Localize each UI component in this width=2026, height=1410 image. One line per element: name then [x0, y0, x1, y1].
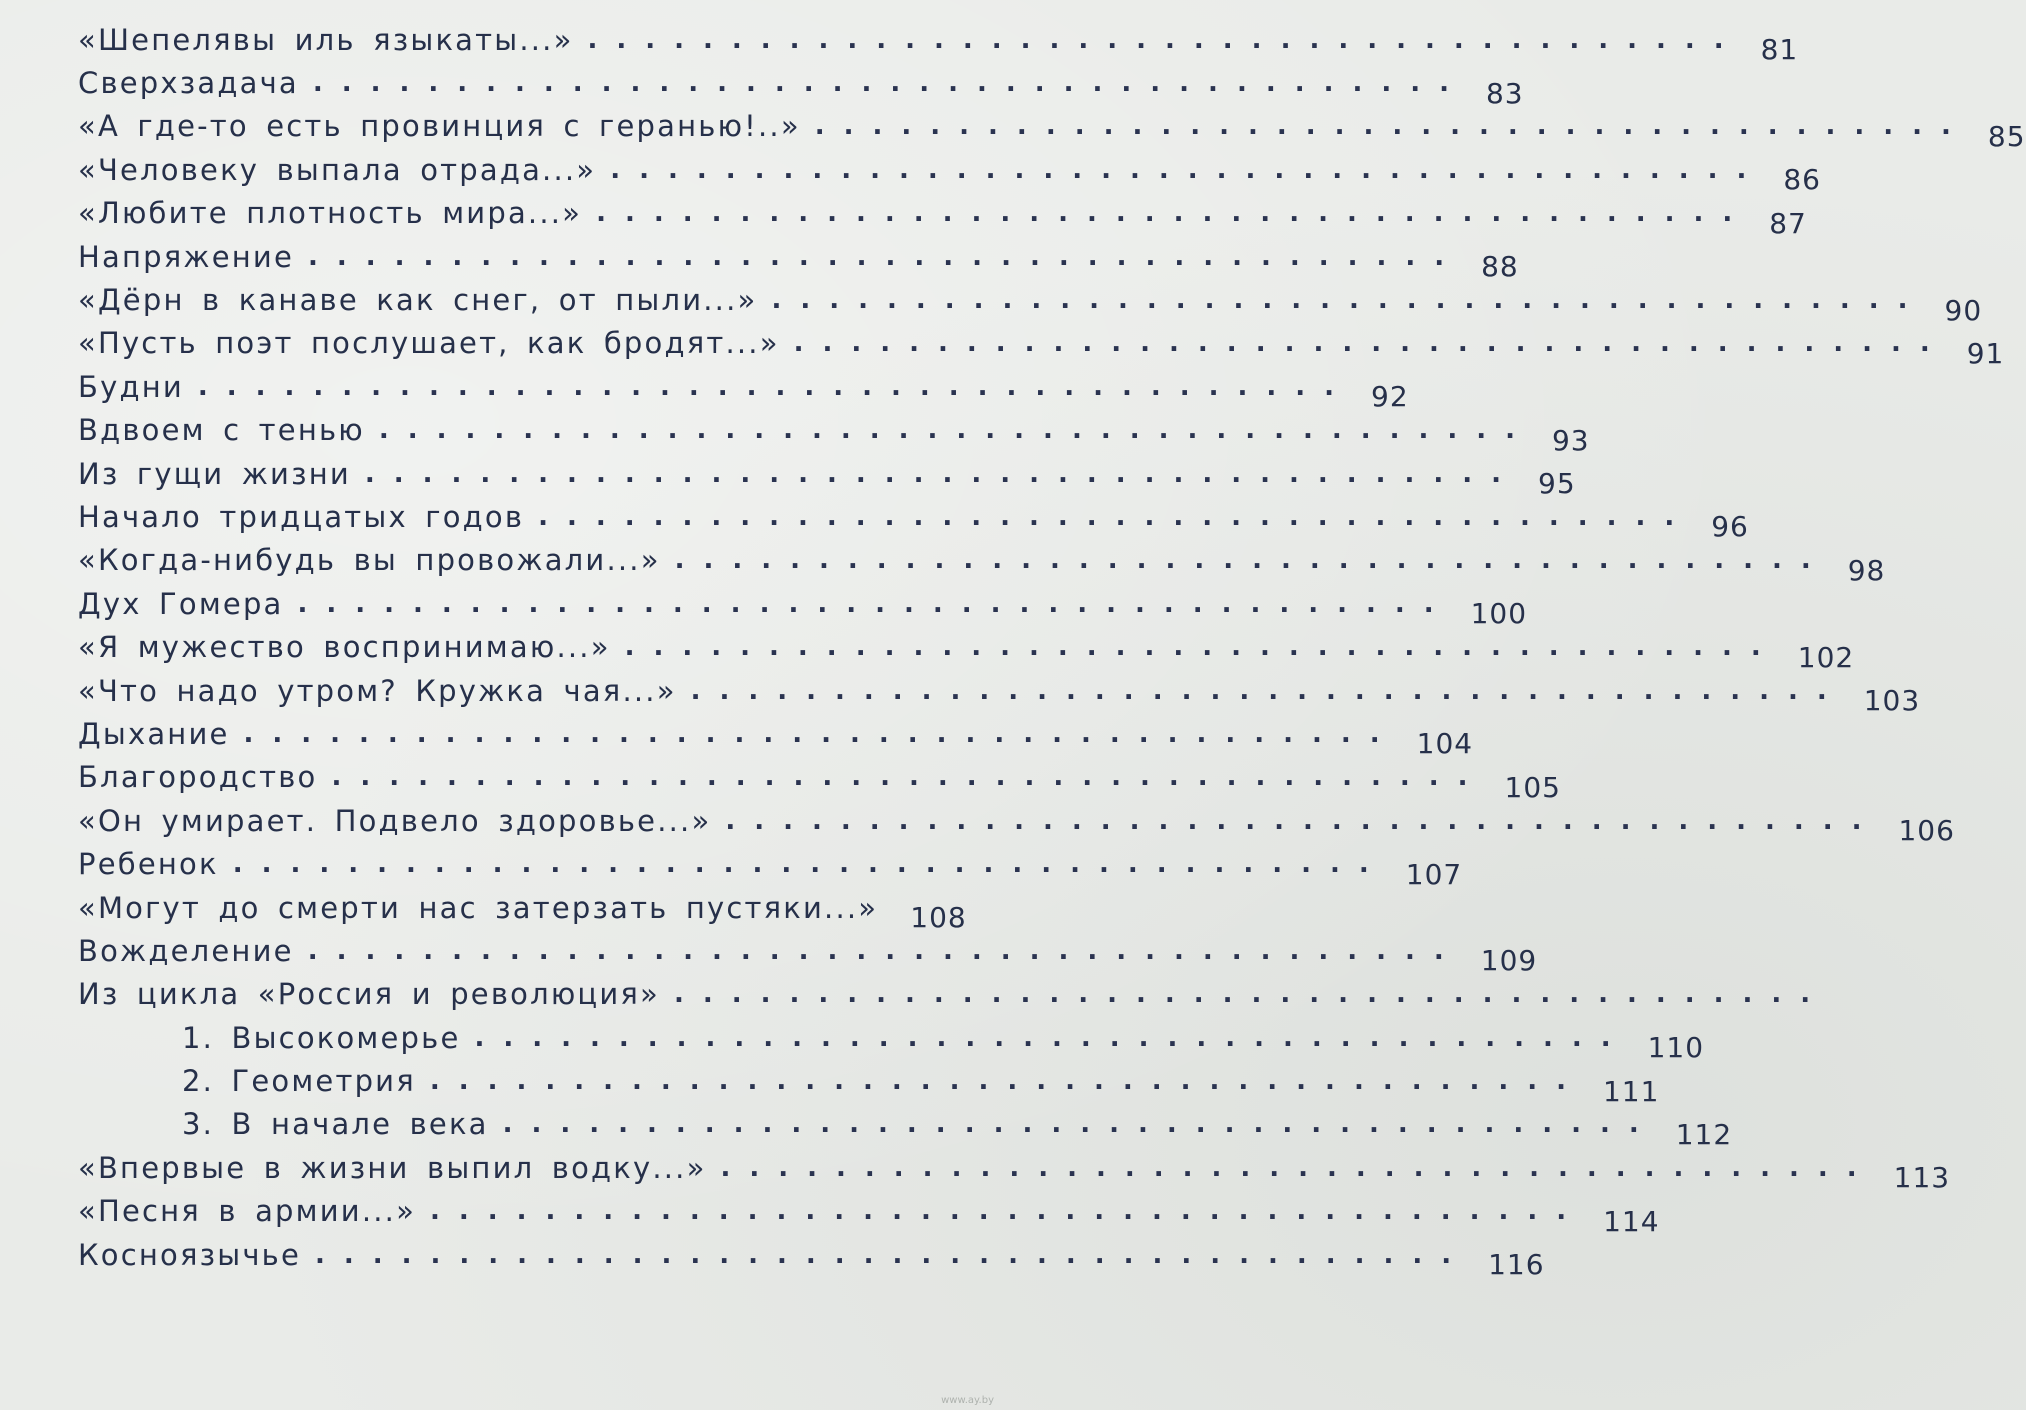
- toc-entry: [78, 235, 1519, 284]
- toc-entry: [78, 105, 2026, 153]
- toc-section-heading: [78, 973, 1830, 1016]
- toc-entry-title: «Он умирает. Подвело здоровье...»: [78, 803, 712, 838]
- dot-leader: ........................................: [610, 154, 1766, 185]
- toc-entry-page: 83: [1485, 76, 1524, 110]
- dot-leader: ........................................: [312, 68, 1468, 99]
- dot-leader: ........................................: [243, 718, 1399, 749]
- toc-entry-page: 88: [1481, 250, 1519, 284]
- toc-entry: [78, 409, 1590, 457]
- toc-entry: [78, 886, 967, 934]
- toc-entry: [78, 365, 1409, 414]
- toc-entry-title: Дыхание: [78, 716, 230, 751]
- toc-entry-page: 104: [1416, 727, 1474, 761]
- toc-section-title: Из цикла «Россия и революция»: [78, 977, 661, 1012]
- toc-entry-title: «А где-то есть провинция с геранью!..»: [78, 109, 801, 144]
- toc-entry: [78, 148, 1821, 197]
- toc-entry-title: «Человеку выпала отрада...»: [78, 152, 597, 187]
- toc-entry-page: 112: [1675, 1117, 1733, 1151]
- dot-leader: ........................................: [308, 241, 1464, 272]
- toc-entry: [78, 278, 1983, 327]
- toc-entry-page: 110: [1647, 1031, 1705, 1065]
- toc-entry: [78, 1190, 1660, 1238]
- toc-entry-page: 108: [910, 901, 967, 934]
- toc-entry-title: Вожделение: [78, 933, 294, 968]
- dot-leader: ........................................: [596, 198, 1752, 229]
- toc-entry: [78, 1146, 1951, 1195]
- dot-leader: ........................................: [474, 1022, 1630, 1053]
- toc-entry: [78, 322, 2005, 370]
- toc-entry-title: «Впервые в жизни выпил водку...»: [78, 1150, 707, 1185]
- dot-leader: ........................................: [725, 805, 1881, 836]
- toc-entry: [78, 61, 1524, 110]
- toc-entry: [78, 669, 1921, 718]
- toc-entry-page: 87: [1769, 206, 1807, 240]
- toc-entry-title: Косноязычье: [78, 1237, 302, 1272]
- site-watermark: www.ay.by: [941, 1395, 994, 1406]
- toc-entry-title: 1. Высокомерье: [182, 1020, 461, 1055]
- toc-entry: [78, 192, 1807, 240]
- toc-entry: [78, 756, 1561, 804]
- dot-leader: ........................................: [297, 588, 1453, 619]
- toc-entry-title: Дух Гомера: [78, 586, 284, 621]
- dot-leader: ........................................: [364, 458, 1520, 489]
- toc-entry: [78, 582, 1528, 631]
- toc-entry-title: Ребенок: [78, 847, 219, 882]
- toc-entry-page: 95: [1538, 467, 1576, 501]
- toc-entry-title: Сверхзадача: [78, 66, 299, 101]
- toc-entry: [78, 452, 1576, 501]
- dot-leader: ........................................: [502, 1109, 1658, 1140]
- dot-leader: ........................................: [538, 501, 1694, 532]
- toc-entry-title: «Что надо утром? Кружка чая...»: [78, 673, 677, 708]
- toc-entry-page: 96: [1711, 510, 1749, 544]
- toc-entry-title: Вдвоем с тенью: [78, 413, 365, 448]
- toc-entry-page: 98: [1847, 553, 1886, 587]
- dot-leader: ........................................: [674, 979, 1830, 1010]
- toc-entry-title: 2. Геометрия: [182, 1064, 416, 1099]
- toc-entry-page: 91: [1966, 336, 2005, 370]
- toc-entry-title: «Шепелявы иль языкаты...»: [78, 22, 574, 57]
- toc-entry-title: «Дёрн в канаве как снег, от пыли...»: [78, 283, 758, 318]
- toc-entry-page: 114: [1603, 1204, 1660, 1238]
- toc-entry-page: 92: [1371, 380, 1409, 414]
- dot-leader: ........................................: [814, 111, 1970, 142]
- toc-entry: [78, 625, 1855, 674]
- toc-entry: [78, 18, 1799, 67]
- dot-leader: ........................................: [690, 675, 1846, 706]
- dot-leader: ........................................: [674, 545, 1830, 576]
- toc-entry-title: «Песня в армии...»: [78, 1194, 417, 1229]
- toc-entry-page: 81: [1760, 33, 1799, 67]
- toc-entry-title: «Я мужество воспринимаю...»: [78, 630, 611, 665]
- dot-leader: ........................................: [720, 1152, 1876, 1183]
- toc-entry-page: 116: [1488, 1248, 1545, 1282]
- toc-entry-page: 100: [1470, 597, 1528, 631]
- toc-entry-page: 111: [1602, 1074, 1660, 1108]
- toc-subentry: [78, 1103, 1733, 1151]
- dot-leader: ........................................: [232, 849, 1388, 880]
- dot-leader: ........................................: [331, 762, 1487, 793]
- toc-subentry: [78, 1016, 1705, 1065]
- toc-entry-page: 102: [1797, 640, 1855, 674]
- toc-entry-page: 85: [1987, 119, 2026, 153]
- toc-entry-page: 113: [1893, 1161, 1951, 1195]
- dot-leader: ........................................: [771, 285, 1927, 316]
- toc-entry-page: 106: [1898, 814, 1955, 848]
- dot-leader: ........................................: [793, 328, 1949, 359]
- toc-entry-page: 107: [1405, 857, 1463, 891]
- toc-entry-title: «Пусть поэт послушает, как бродят...»: [78, 326, 780, 361]
- dot-leader: ........................................: [624, 632, 1780, 663]
- toc-entry-title: «Любите плотность мира...»: [78, 196, 583, 231]
- toc-entry-title: Благородство: [78, 760, 318, 795]
- toc-entry: [78, 799, 1955, 848]
- dot-leader: ........................................: [307, 935, 1463, 966]
- toc-entry-title: Напряжение: [78, 239, 295, 274]
- toc-entry: [78, 539, 1886, 587]
- dot-leader: ........................................: [429, 1066, 1585, 1097]
- toc-entry-page: 86: [1783, 163, 1821, 197]
- toc-entry: [78, 929, 1538, 978]
- toc-entry-page: 90: [1944, 293, 1983, 327]
- toc-entry-title: Из гущи жизни: [78, 456, 351, 491]
- toc-entry-page: 93: [1551, 423, 1590, 457]
- toc-entry: [78, 1233, 1545, 1282]
- toc-entry-title: «Могут до смерти нас затерзать пустяки...»: [78, 890, 879, 925]
- toc-entry: [78, 712, 1474, 761]
- dot-leader: ........................................: [430, 1196, 1586, 1227]
- toc-entry: [78, 495, 1749, 544]
- dot-leader: ........................................: [315, 1239, 1471, 1270]
- dot-leader: ........................................: [378, 415, 1534, 446]
- toc-entry-title: Начало тридцатых годов: [78, 499, 525, 534]
- toc-subentry: [78, 1059, 1660, 1108]
- toc-entry-title: «Когда-нибудь вы провожали...»: [78, 543, 661, 578]
- toc-entry-title: 3. В начале века: [182, 1107, 489, 1142]
- toc-entry-page: 105: [1504, 770, 1561, 804]
- toc-entry-page: 109: [1480, 944, 1538, 978]
- dot-leader: ........................................: [197, 371, 1353, 402]
- toc-entry: [78, 842, 1463, 891]
- table-of-contents: [78, 18, 2026, 1282]
- dot-leader: ........................................: [587, 24, 1743, 55]
- toc-entry-page: 103: [1863, 684, 1921, 718]
- toc-entry-title: Будни: [78, 369, 184, 404]
